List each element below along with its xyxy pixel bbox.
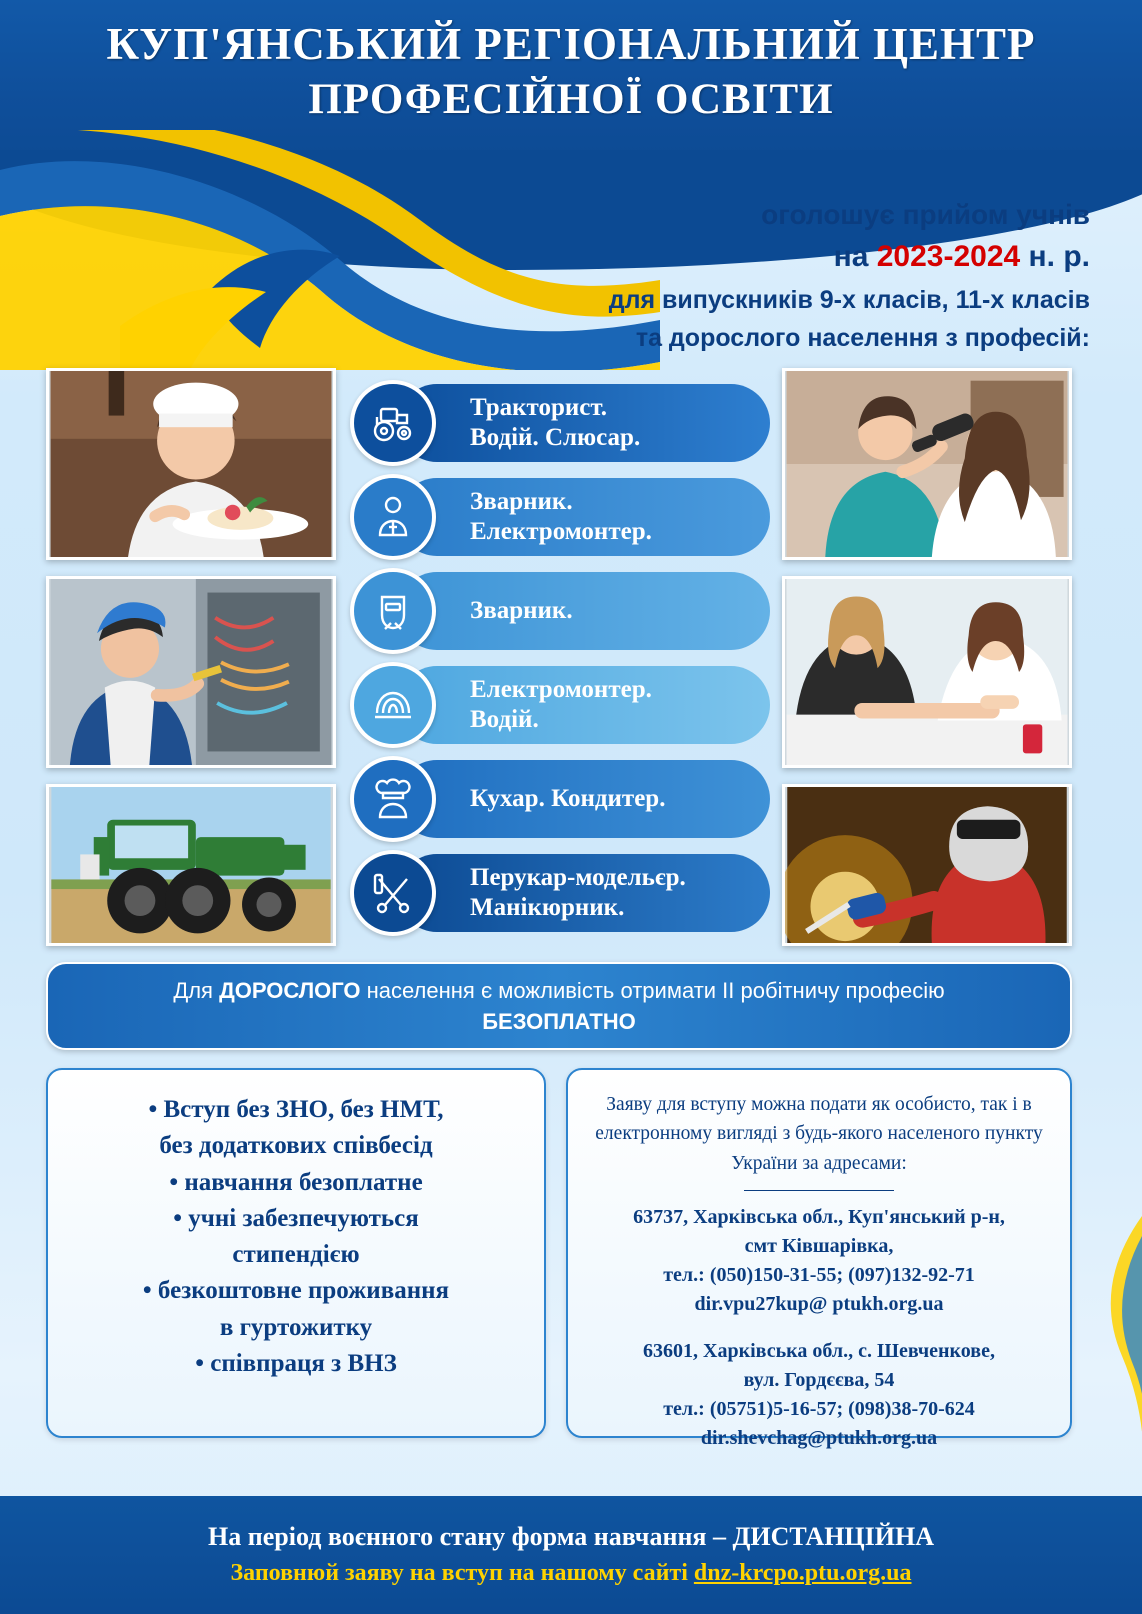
address2-line2: вул. Гордєєва, 54 [743, 1368, 895, 1391]
profession-row-2[interactable] [350, 474, 770, 560]
address2-email[interactable]: dir.shevchag@ptukh.org.ua [700, 1426, 938, 1449]
profession-2-line-1: Зварник. [470, 487, 573, 515]
adult-banner-line-1 [48, 976, 1070, 1007]
profession-row-4[interactable] [350, 662, 770, 748]
profession-label-4 [398, 666, 770, 744]
benefit-item: в гуртожитку [219, 1313, 373, 1341]
profession-1-line-2: Водій. Слюсар. [470, 424, 641, 451]
chef-icon [350, 756, 436, 842]
profession-label-3 [398, 572, 770, 650]
profession-label-5 [398, 760, 770, 838]
benefit-item: • навчання безоплатне [169, 1168, 423, 1196]
application-info-box [566, 1068, 1072, 1449]
website-link[interactable]: dnz-krcpo.ptu.org.ua [693, 1559, 912, 1586]
address2-phone: тел.: (05751)5-16-57; (098)38-70-624 [663, 1397, 975, 1420]
photo-hairdresser [782, 368, 1072, 560]
intro-year: 2023-2024 [876, 239, 1021, 273]
photo-tractor [46, 784, 336, 946]
benefit-item: • учні забезпечуються [173, 1204, 419, 1232]
welder-worker-icon [350, 474, 436, 560]
photo-electrician [46, 576, 336, 768]
address2-line1: 63601, Харківська обл., с. Шевченкове, [643, 1339, 995, 1362]
apply-intro-text: Заяву для вступу можна подати як особисто, так і в електронному вигляді з будь-якого населеного пункту України за адресами: [595, 1094, 1043, 1174]
benefit-item: без додаткових співбесід [159, 1132, 433, 1160]
photo-manicure [782, 576, 1072, 768]
benefit-item: • співпраця з ВНЗ [195, 1349, 397, 1377]
profession-2-line-2: Електромонтер. [470, 518, 652, 545]
profession-4-line-2: Водій. [470, 706, 539, 733]
address1-phone: тел.: (050)150-31-55; (097)132-92-71 [663, 1263, 975, 1286]
address-block-1 [590, 1203, 1048, 1319]
profession-row-6[interactable] [350, 850, 770, 936]
adult-text-after: населення є можливість отримати ІІ робітничу професію [360, 978, 945, 1003]
tractor-icon [350, 380, 436, 466]
intro-line-3a: для випускників 9-х класів, 11-х класів [608, 285, 1090, 314]
electric-coil-icon [350, 662, 436, 748]
title-line-1: КУП'ЯНСЬКИЙ РЕГІОНАЛЬНИЙ ЦЕНТР [106, 19, 1036, 69]
profession-row-1[interactable] [350, 380, 770, 466]
benefits-box [46, 1068, 546, 1438]
profession-label-2 [398, 478, 770, 556]
profession-row-3[interactable] [350, 568, 770, 654]
page-title [0, 16, 1142, 128]
intro-text [430, 196, 1090, 356]
benefit-item: • безкоштовне проживання [142, 1277, 450, 1305]
adult-text-bold: ДОРОСЛОГО [219, 978, 361, 1003]
benefit-item: • Вступ без ЗНО, без НМТ, [148, 1096, 444, 1123]
profession-row-5[interactable] [350, 756, 770, 842]
intro-year-suffix: н. р. [1020, 239, 1090, 273]
footer-line-2 [0, 1556, 1142, 1591]
title-line-2: ПРОФЕСІЙНОЇ ОСВІТИ [308, 76, 834, 124]
intro-line-3b: та дорослого населення з професій: [635, 324, 1090, 353]
benefit-item: стипендією [232, 1241, 360, 1268]
address1-email[interactable]: dir.vpu27kup@ ptukh.org.ua [694, 1292, 944, 1315]
welding-mask-icon [350, 568, 436, 654]
photo-welder [782, 784, 1072, 946]
profession-label-6 [398, 854, 770, 932]
profession-3-line-1: Зварник. [470, 596, 573, 624]
profession-4-line-1: Електромонтер. [470, 675, 652, 703]
benefits-list [66, 1092, 526, 1382]
divider [744, 1190, 894, 1191]
profession-label-1 [398, 384, 770, 462]
footer-line-1: На період воєнного стану форма навчання – ДИСТАНЦІЙНА [208, 1522, 934, 1551]
profession-6-line-1: Перукар-модельєр. [470, 863, 686, 891]
intro-year-prefix: на [833, 239, 877, 273]
professions-list [350, 380, 770, 944]
profession-1-line-1: Тракторист. [470, 393, 608, 421]
adult-education-banner [46, 962, 1072, 1050]
scissors-comb-icon [350, 850, 436, 936]
photo-chef [46, 368, 336, 560]
address1-line2: смт Ківшарівка, [744, 1234, 894, 1257]
adult-text-before: Для [173, 978, 220, 1003]
profession-6-line-2: Манікюрник. [470, 894, 625, 921]
address1-line1: 63737, Харківська обл., Куп'янський р-н, [633, 1205, 1005, 1228]
intro-line-2 [430, 234, 1090, 279]
profession-5-line-1: Кухар. Кондитер. [470, 784, 666, 812]
address-block-2 [590, 1337, 1048, 1453]
footer-cta-text: Заповнюй заяву на вступ на нашому сайті [230, 1559, 688, 1586]
adult-banner-free: БЕЗОПЛАТНО [482, 1008, 636, 1034]
intro-line-1: оголошує прийом учнів [761, 199, 1090, 230]
poster-footer [0, 1496, 1142, 1614]
